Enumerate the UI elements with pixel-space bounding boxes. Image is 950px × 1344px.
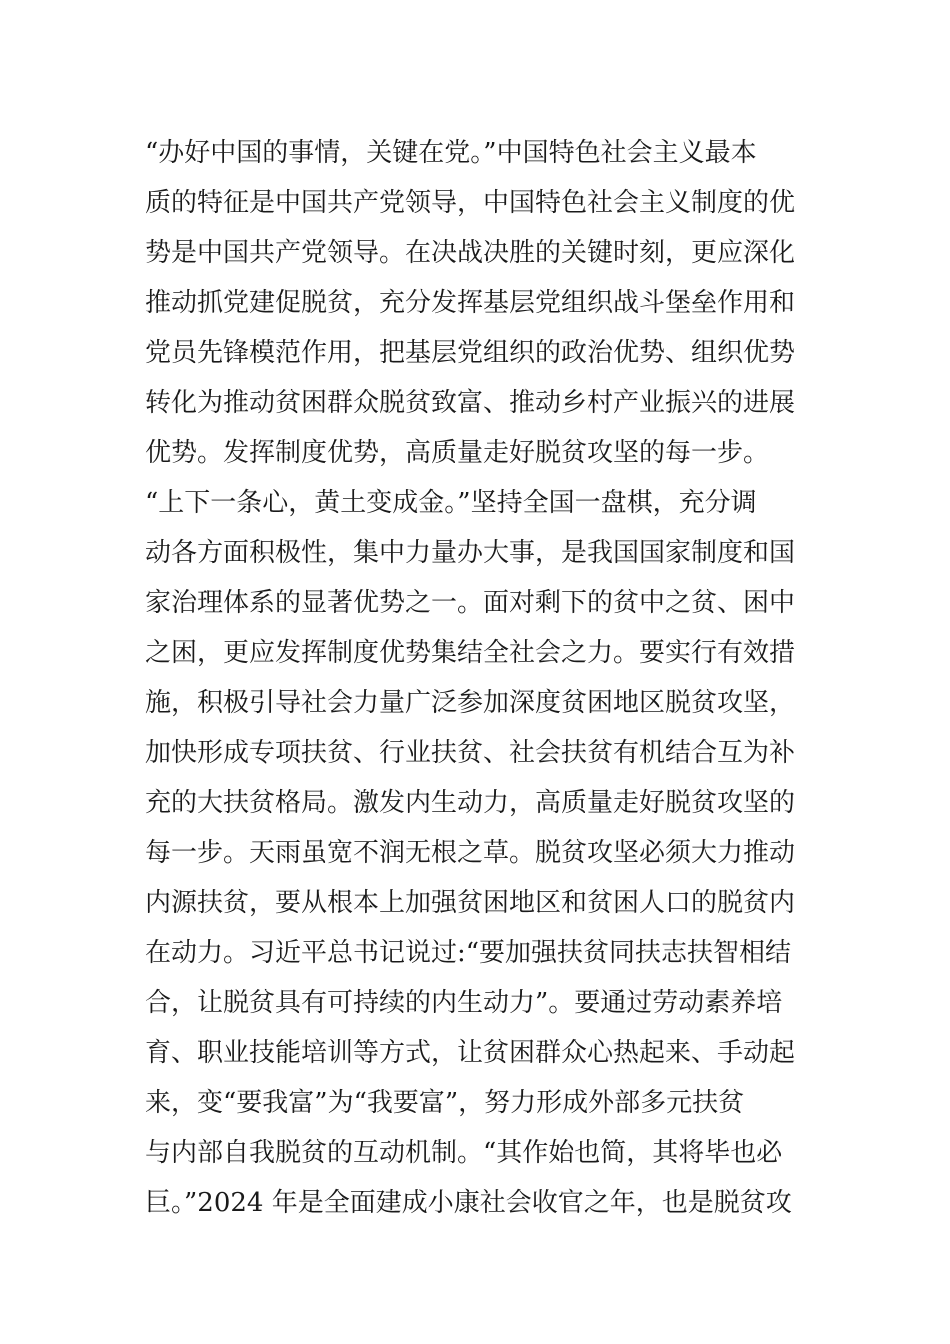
text-line: 育、职业技能培训等方式，让贫困群众心热起来、手动起 <box>145 1038 796 1068</box>
text-line: 动各方面积极性，集中力量办大事，是我国国家制度和国 <box>145 538 796 568</box>
text-line: 质的特征是中国共产党领导，中国特色社会主义制度的优 <box>145 188 796 218</box>
text-line: 来，变“要我富”为“我要富”，努力形成外部多元扶贫 <box>145 1088 745 1118</box>
text-line: 施，积极引导社会力量广泛参加深度贫困地区脱贫攻坚， <box>145 688 796 718</box>
text-line: “上下一条心，黄土变成金。”坚持全国一盘棋，充分调 <box>145 488 757 518</box>
body-text <box>145 128 810 1228</box>
text-line: “办好中国的事情，关键在党。”中国特色社会主义最本 <box>145 138 757 168</box>
text-line: 巨。”2024 年是全面建成小康社会收官之年，也是脱贫攻 <box>145 1188 792 1218</box>
text-line: 优势。发挥制度优势，高质量走好脱贫攻坚的每一步。 <box>145 438 770 468</box>
text-line: 合，让脱贫具有可持续的内生动力”。要通过劳动素养培 <box>145 988 783 1018</box>
text-line: 转化为推动贫困群众脱贫致富、推动乡村产业振兴的进展 <box>145 388 796 418</box>
text-line: 党员先锋模范作用，把基层党组织的政治优势、组织优势 <box>145 338 796 368</box>
text-line: 推动抓党建促脱贫，充分发挥基层党组织战斗堡垒作用和 <box>145 288 796 318</box>
text-line: 加快形成专项扶贫、行业扶贫、社会扶贫有机结合互为补 <box>145 738 796 768</box>
text-line: 充的大扶贫格局。激发内生动力，高质量走好脱贫攻坚的 <box>145 788 796 818</box>
text-line: 每一步。天雨虽宽不润无根之草。脱贫攻坚必须大力推动 <box>145 838 796 868</box>
text-line: 与内部自我脱贫的互动机制。“其作始也简，其将毕也必 <box>145 1138 783 1168</box>
text-line: 势是中国共产党领导。在决战决胜的关键时刻，更应深化 <box>145 238 796 268</box>
text-line: 内源扶贫，要从根本上加强贫困地区和贫困人口的脱贫内 <box>145 888 796 918</box>
text-line: 之困，更应发挥制度优势集结全社会之力。要实行有效措 <box>145 638 796 668</box>
text-line: 家治理体系的显著优势之一。面对剩下的贫中之贫、困中 <box>145 588 796 618</box>
text-line: 在动力。习近平总书记说过:“要加强扶贫同扶志扶智相结 <box>145 938 792 968</box>
